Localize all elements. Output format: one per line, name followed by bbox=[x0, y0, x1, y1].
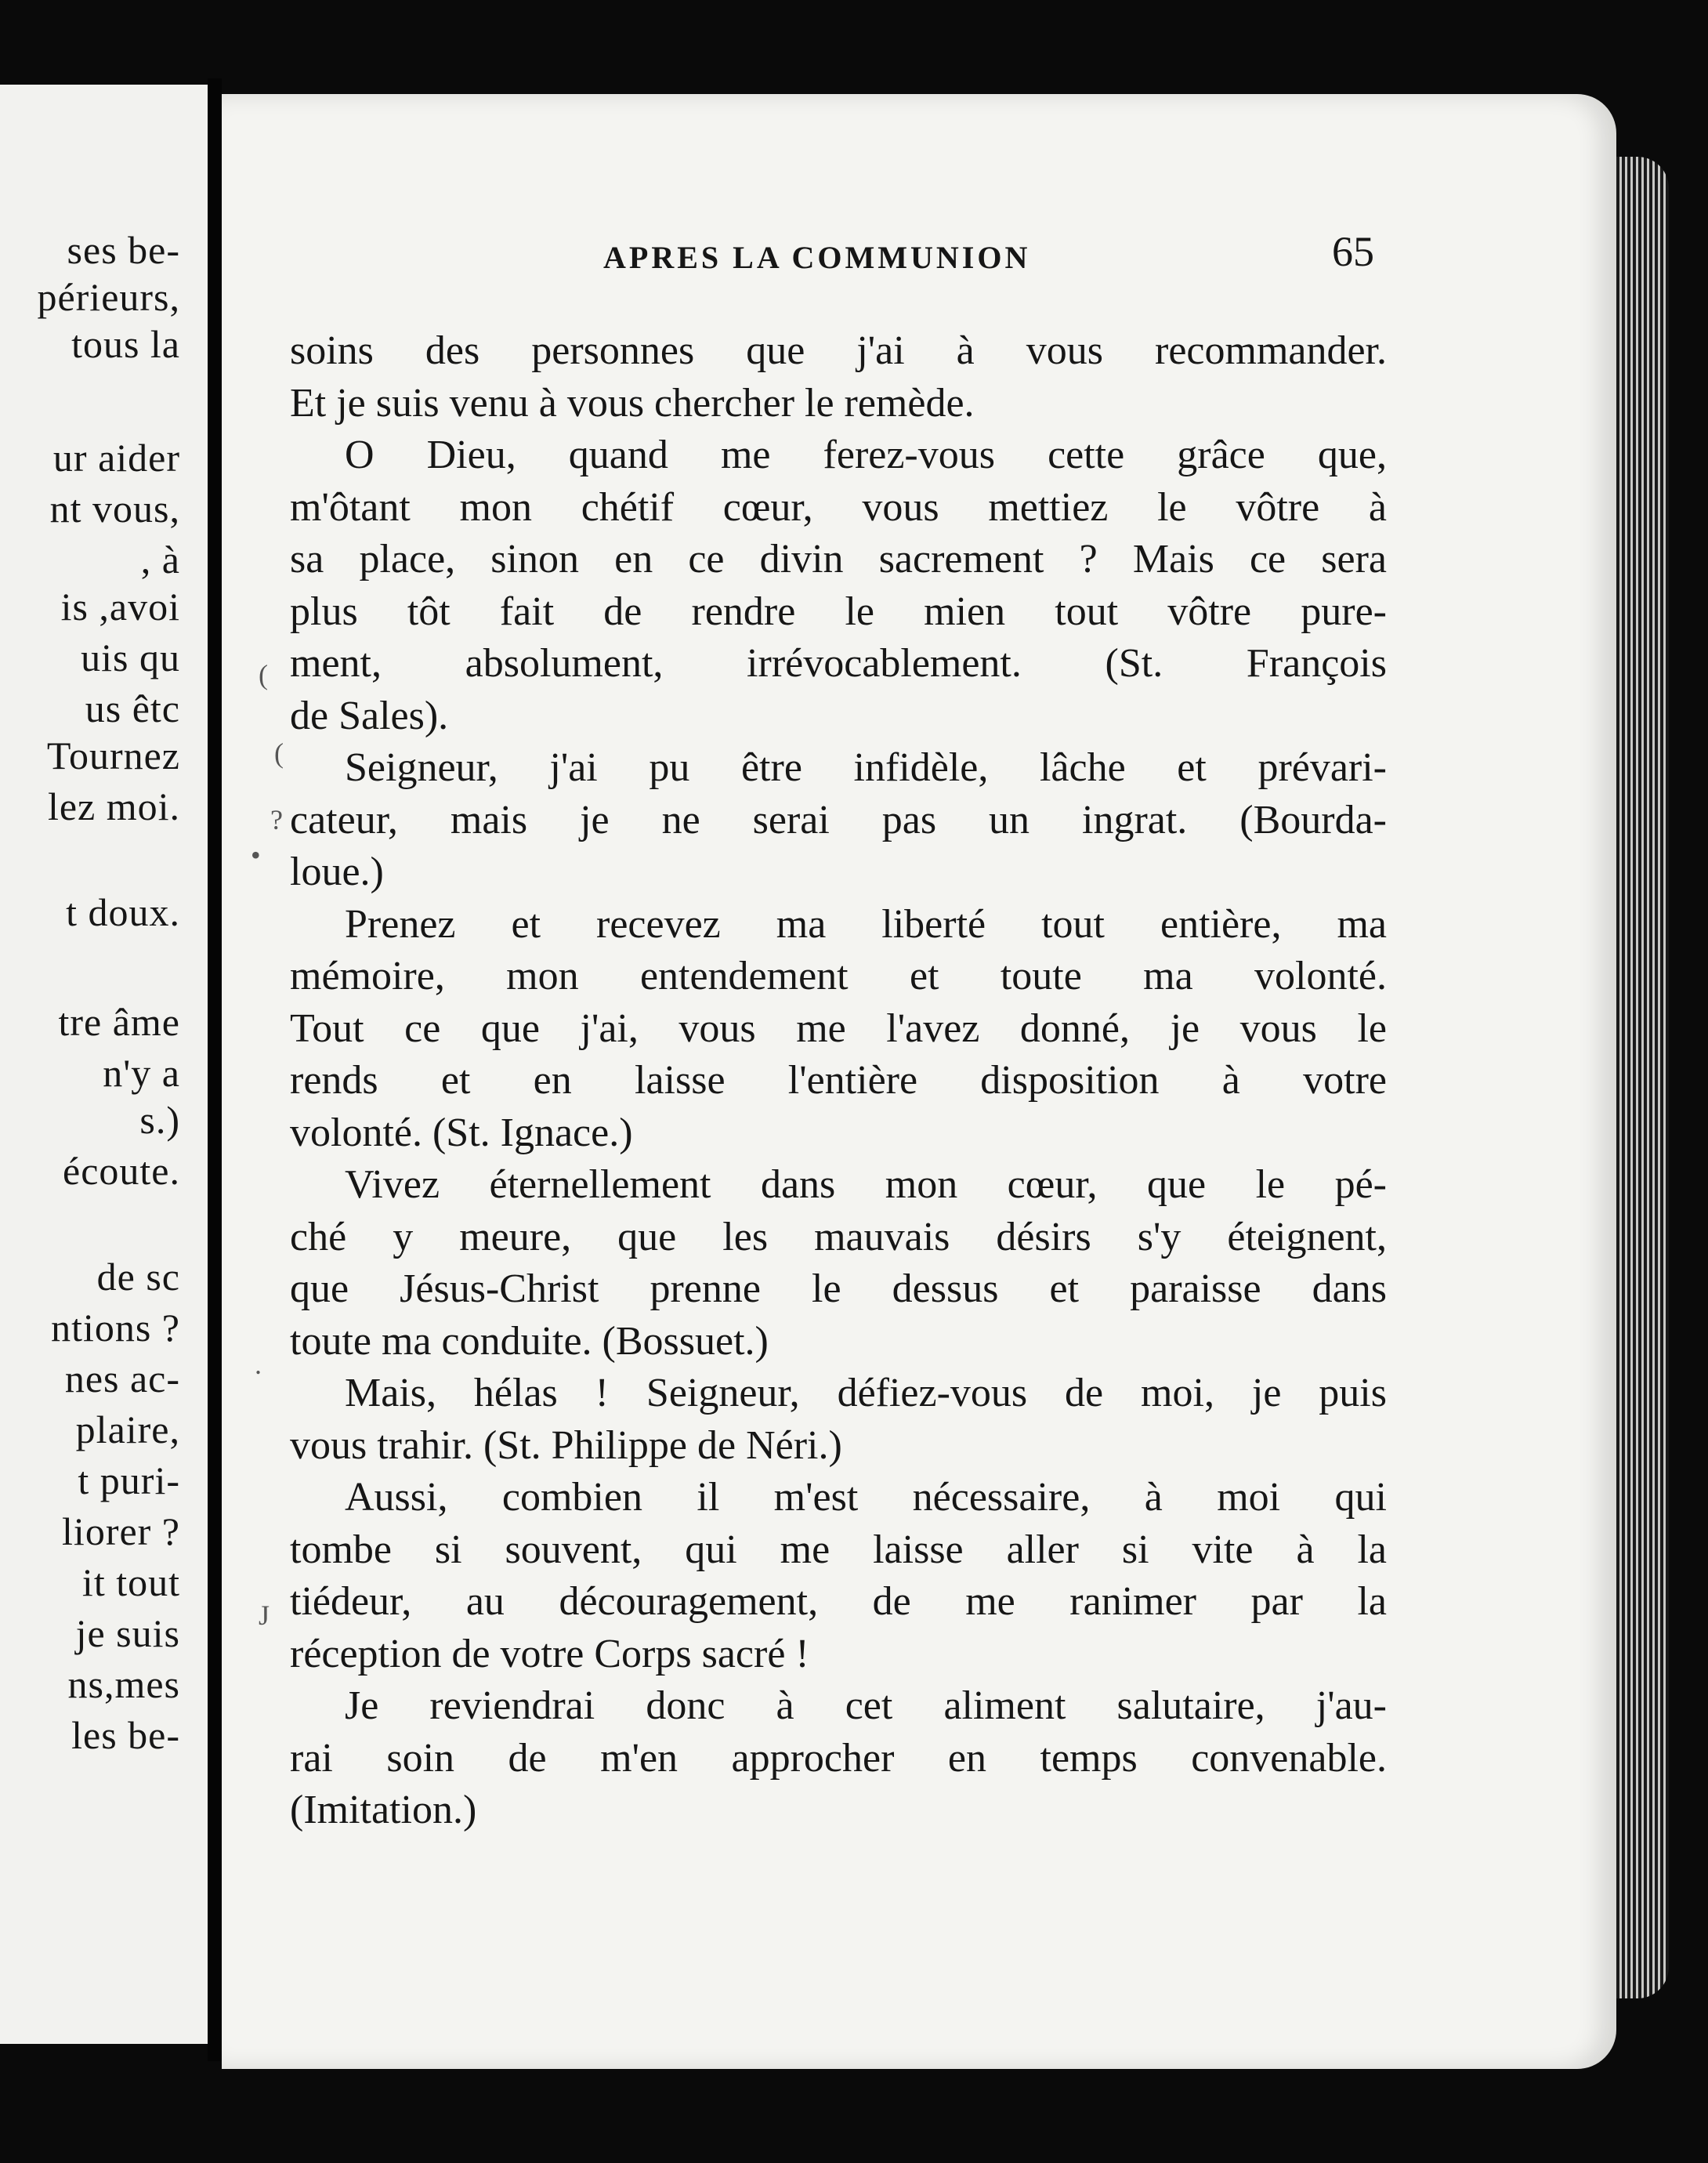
text-line: Je reviendrai donc à cet aliment salutaire, j'au- bbox=[345, 1683, 1387, 1728]
text-line: cateur, mais je ne serai pas un ingrat. (Bourda- bbox=[290, 797, 1387, 842]
facing-page-line: uis qu bbox=[81, 636, 180, 679]
facing-page-line: je suis bbox=[75, 1611, 180, 1655]
facing-page-line: Tournez bbox=[46, 734, 180, 777]
margin-mark: ( bbox=[259, 659, 268, 690]
text-line: toute ma conduite. (Bossuet.) bbox=[290, 1318, 769, 1364]
running-head: APRES LA COMMUNION bbox=[603, 240, 1031, 275]
margin-mark: J bbox=[259, 1600, 270, 1631]
text-line: Vivez éternellement dans mon cœur, que le pé- bbox=[345, 1162, 1387, 1207]
facing-page-line: it tout bbox=[81, 1560, 180, 1604]
text-line: Prenez et recevez ma liberté tout entière, ma bbox=[345, 901, 1387, 947]
book-gutter bbox=[208, 78, 222, 2061]
body-text bbox=[290, 325, 1387, 1837]
text-line: Mais, hélas ! Seigneur, défiez-vous de moi, je puis bbox=[345, 1371, 1387, 1415]
text-line: m'ôtant mon chétif cœur, vous mettiez le vôtre à bbox=[290, 484, 1387, 530]
text-line: Aussi, combien il m'est nécessaire, à moi qui bbox=[345, 1475, 1387, 1520]
text-line: Seigneur, j'ai pu être infidèle, lâche et prévari- bbox=[345, 745, 1387, 790]
text-line: plus tôt fait de rendre le mien tout vôtre pure- bbox=[290, 589, 1387, 634]
facing-page-line: t doux. bbox=[66, 890, 180, 934]
page-number: 65 bbox=[1332, 228, 1374, 275]
margin-mark: ? bbox=[270, 804, 283, 835]
text-line: Et je suis venu à vous chercher le remède. bbox=[290, 380, 975, 426]
facing-page-line: de sc bbox=[96, 1255, 180, 1299]
facing-page-line: tre âme bbox=[58, 1000, 180, 1044]
margin-marks bbox=[235, 658, 298, 1912]
facing-page-line: plaire, bbox=[75, 1408, 180, 1451]
text-line: O Dieu, quand me ferez-vous cette grâce que, bbox=[345, 433, 1387, 477]
text-line: ment, absolument, irrévocablement. (St. François bbox=[290, 641, 1387, 686]
text-line: soins des personnes que j'ai à vous recommander. bbox=[290, 328, 1387, 373]
facing-page-line: nes ac- bbox=[64, 1357, 180, 1400]
page-edges bbox=[1614, 157, 1669, 1998]
text-line: rai soin de m'en approcher en temps convenable. bbox=[290, 1735, 1387, 1781]
facing-page-line: is ,avoi bbox=[60, 585, 180, 629]
facing-page-line: lez moi. bbox=[47, 784, 180, 828]
facing-page-line: t puri- bbox=[78, 1458, 180, 1502]
margin-mark: ( bbox=[274, 737, 284, 769]
margin-mark: • bbox=[251, 839, 261, 871]
text-line: loue.) bbox=[290, 850, 384, 894]
facing-page-line: ur aider bbox=[52, 436, 180, 480]
text-line: rends et en laisse l'entière disposition à votre bbox=[290, 1058, 1387, 1103]
text-line: Tout ce que j'ai, vous me l'avez donné, je vous le bbox=[290, 1005, 1387, 1051]
text-line: tiédeur, au découragement, de me ranimer par la bbox=[290, 1579, 1387, 1624]
facing-page-line: écoute. bbox=[63, 1149, 180, 1193]
facing-page-line: ns,mes bbox=[67, 1662, 180, 1706]
text-line: vous trahir. (St. Philippe de Néri.) bbox=[290, 1422, 842, 1468]
text-line: que Jésus-Christ prenne le dessus et paraisse dans bbox=[290, 1266, 1387, 1311]
margin-mark: . bbox=[255, 1349, 262, 1380]
facing-page-line: périeurs, bbox=[37, 275, 180, 319]
facing-page-line: tous la bbox=[71, 322, 180, 366]
facing-page-line: les be- bbox=[71, 1713, 180, 1757]
facing-page-line: us êtc bbox=[85, 687, 180, 730]
facing-page-line: ses be- bbox=[67, 228, 180, 272]
facing-page-line: s.) bbox=[139, 1098, 180, 1142]
text-line: de Sales). bbox=[290, 693, 449, 738]
facing-page-line: n'y a bbox=[103, 1051, 180, 1095]
text-line: réception de votre Corps sacré ! bbox=[290, 1631, 809, 1676]
text-line: ché y meure, que les mauvais désirs s'y éteignent, bbox=[290, 1214, 1387, 1259]
facing-page-line: nt vous, bbox=[49, 487, 180, 531]
facing-page-line: ntions ? bbox=[51, 1306, 180, 1350]
text-line: sa place, sinon en ce divin sacrement ? Mais ce sera bbox=[290, 537, 1387, 582]
facing-page-fragment bbox=[0, 85, 208, 2044]
text-line: (Imitation.) bbox=[290, 1788, 477, 1832]
facing-page-line: liorer ? bbox=[62, 1509, 180, 1553]
text-line: mémoire, mon entendement et toute ma volonté. bbox=[290, 954, 1387, 998]
text-line: tombe si souvent, qui me laisse aller si vite à la bbox=[290, 1527, 1387, 1572]
text-line: volonté. (St. Ignace.) bbox=[290, 1110, 633, 1155]
facing-page-line: , à bbox=[140, 538, 180, 582]
